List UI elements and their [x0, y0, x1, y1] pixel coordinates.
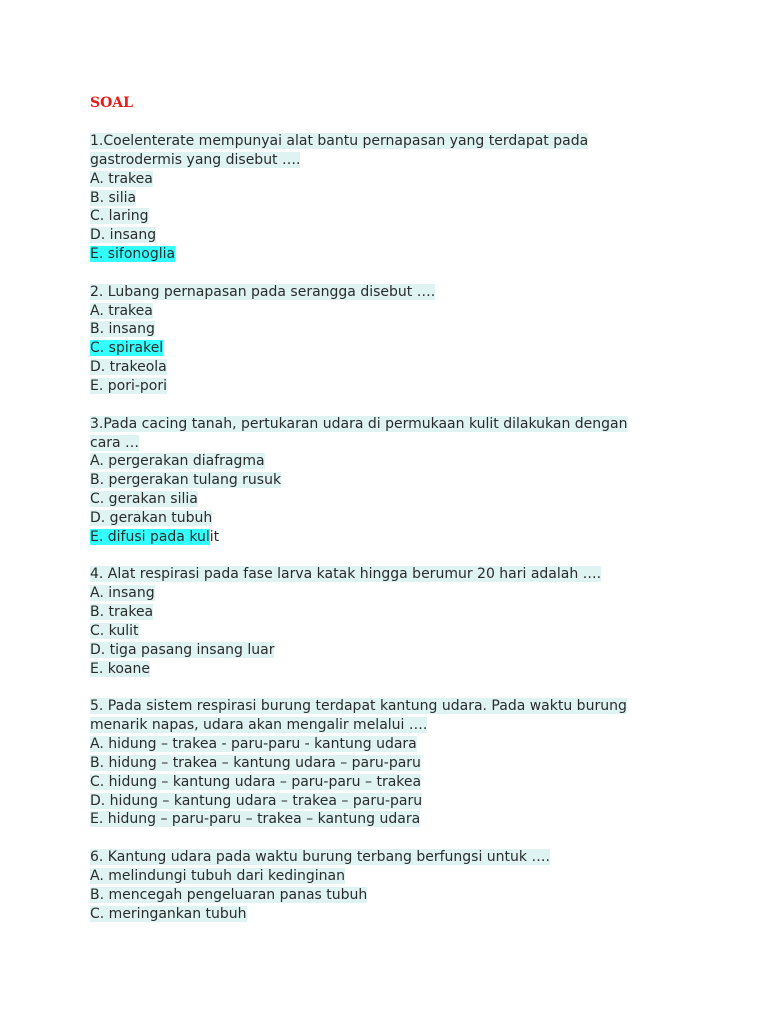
option-b: B. mencegah pengeluaran panas tubuh: [90, 886, 368, 903]
question-text: 6. Kantung udara pada waktu burung terbang berfungsi untuk ….: [90, 849, 550, 866]
page-title: SOAL: [90, 95, 134, 111]
question-text: 5. Pada sistem respirasi burung terdapat kantung udara. Pada waktu burung: [90, 698, 627, 715]
option-c-answer: C. spirakel: [90, 340, 164, 357]
question-3: [90, 415, 690, 547]
question-text: gastrodermis yang disebut ….: [90, 151, 301, 168]
option-a: A. trakea: [90, 170, 153, 187]
option-d: D. hidung – kantung udara – trakea – paru-paru: [90, 792, 423, 809]
option-a: A. insang: [90, 585, 155, 602]
option-d: D. insang: [90, 227, 157, 244]
option-e: E. koane: [90, 660, 150, 677]
option-d: D. gerakan tubuh: [90, 509, 213, 526]
question-2: [90, 283, 690, 396]
question-text: 3.Pada cacing tanah, pertukaran udara di permukaan kulit dilakukan dengan: [90, 415, 628, 432]
option-e: E. hidung – paru-paru – trakea – kantung udara: [90, 811, 421, 828]
question-text: 1.Coelenterate mempunyai alat bantu pernapasan yang terdapat pada: [90, 133, 589, 149]
question-6: [90, 848, 690, 923]
option-c: C. laring: [90, 208, 149, 225]
option-d: D. trakeola: [90, 359, 167, 376]
option-b: B. trakea: [90, 604, 154, 621]
option-e-answer: E. difusi pada kul: [90, 528, 210, 545]
option-b: B. hidung – trakea – kantung udara – paru-paru: [90, 754, 421, 771]
question-text: cara …: [90, 434, 140, 451]
question-text: menarik napas, udara akan mengalir melalui ….: [90, 717, 428, 734]
option-a: A. pergerakan diafragma: [90, 453, 265, 470]
option-c: C. kulit: [90, 622, 139, 639]
question-1: [90, 132, 690, 264]
question-5: [90, 697, 690, 829]
option-e-tail: it: [209, 528, 220, 545]
question-list: [90, 132, 690, 923]
option-c: C. meringankan tubuh: [90, 905, 247, 922]
question-text: 2. Lubang pernapasan pada serangga disebut ….: [90, 283, 436, 300]
option-b: B. pergerakan tulang rusuk: [90, 472, 282, 489]
option-c: C. hidung – kantung udara – paru-paru – trakea: [90, 773, 422, 790]
option-b: B. insang: [90, 321, 155, 338]
option-e: E. pori-pori: [90, 377, 167, 394]
question-4: [90, 565, 690, 678]
option-e-answer: E. sifonoglia: [90, 246, 176, 263]
option-b: B. silia: [90, 189, 137, 206]
option-a: A. hidung – trakea - paru-paru - kantung udara: [90, 736, 417, 752]
option-c: C. gerakan silia: [90, 491, 198, 508]
option-a: A. melindungi tubuh dari kedinginan: [90, 867, 345, 884]
option-d: D. tiga pasang insang luar: [90, 641, 275, 658]
option-a: A. trakea: [90, 302, 153, 319]
question-text: 4. Alat respirasi pada fase larva katak hingga berumur 20 hari adalah ….: [90, 566, 602, 583]
